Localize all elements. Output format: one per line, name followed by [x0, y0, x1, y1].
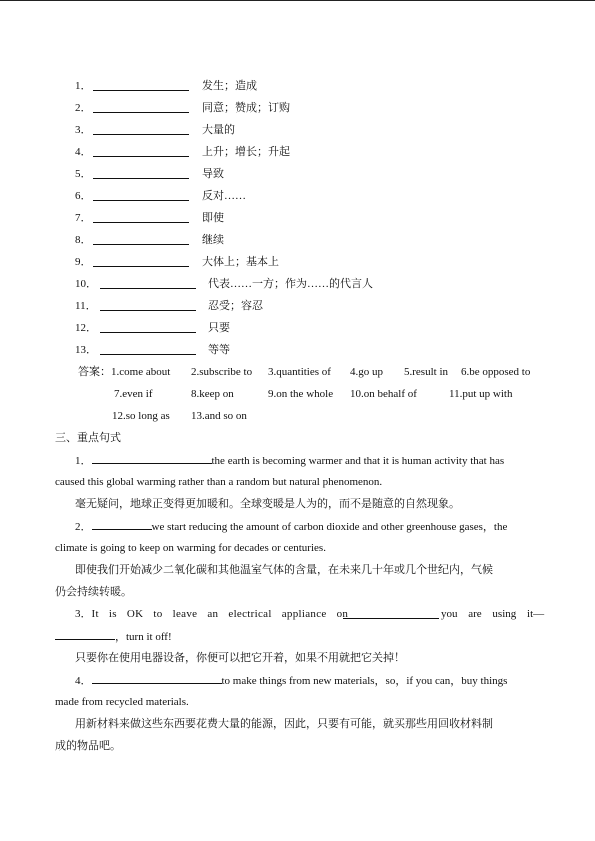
answer-item: 4.go up: [350, 366, 383, 378]
sentence-number: 2．: [75, 521, 92, 533]
answer-item: 6.be opposed to: [461, 366, 531, 378]
vocab-blank[interactable]: [93, 190, 189, 201]
sentence-translation: 仍会持续转暖。: [55, 586, 132, 598]
sentence-3-line-2: [55, 629, 172, 644]
sentence-translation: 用新材料来做这些东西要花费大量的能源，因此，只要有可能，就买那些用回收材料制: [75, 718, 493, 730]
sentence-text: ，turn it off!: [115, 631, 172, 643]
vocab-number: 6．: [75, 190, 92, 202]
vocab-number: 3．: [75, 124, 92, 136]
vocab-number: 11．: [75, 300, 97, 312]
vocab-blank[interactable]: [93, 80, 189, 91]
answer-item: 2.subscribe to: [191, 366, 253, 378]
answer-item: 8.keep on: [191, 388, 234, 400]
answers-label: 答案：: [78, 366, 111, 378]
vocab-meaning: 反对……: [202, 190, 246, 202]
sentence-translation: 即使我们开始减少二氧化碳和其他温室气体的含量，在未来几十年或几个世纪内，气候: [75, 564, 493, 576]
sentence-text: the earth is becoming warmer and that it is human activity that has: [211, 455, 505, 467]
vocab-number: 10．: [75, 278, 97, 290]
sentence-3-line-1: [75, 607, 348, 621]
vocab-blank[interactable]: [93, 256, 189, 267]
vocab-meaning: 代表……一方；作为……的代言人: [208, 278, 373, 290]
vocab-blank[interactable]: [100, 344, 196, 355]
vocab-blank[interactable]: [93, 124, 189, 135]
sentence-number: 4．: [75, 675, 92, 687]
sentence-text: you are using it—: [441, 608, 545, 620]
vocab-blank[interactable]: [100, 322, 196, 333]
sentence-translation: 毫无疑问，地球正变得更加暖和。全球变暖是人为的，而不是随意的自然现象。: [75, 498, 460, 510]
sentence-text: caused this global warming rather than a random but natural phenomenon.: [55, 476, 383, 488]
answer-item: 1.come about: [111, 366, 171, 378]
answer-item: 12.so long as: [112, 410, 170, 422]
vocab-number: 9．: [75, 256, 92, 268]
vocab-meaning: 大体上；基本上: [202, 256, 279, 268]
sentence-translation: 只要你在使用电器设备，你便可以把它开着，如果不用就把它关掉！: [75, 652, 405, 664]
sentence-text: to make things from new materials，so，if you can，buy things: [221, 675, 508, 687]
vocab-number: 4．: [75, 146, 92, 158]
answer-item: 5.result in: [404, 366, 448, 378]
vocab-number: 8．: [75, 234, 92, 246]
vocab-meaning: 发生；造成: [202, 80, 257, 92]
vocab-meaning: 导致: [202, 168, 224, 180]
sentence-text: It is OK to leave an electrical appliance on: [91, 608, 349, 620]
sentence-translation: 成的物品吧。: [55, 740, 121, 752]
sentence-1-line-1: [75, 453, 541, 468]
sentence-text: we start reducing the amount of carbon dioxide and other greenhouse gases，the: [151, 521, 508, 533]
vocab-meaning: 即使: [202, 212, 224, 224]
sentence-text: made from recycled materials.: [55, 696, 189, 708]
vocab-blank[interactable]: [93, 212, 189, 223]
vocab-number: 5．: [75, 168, 92, 180]
vocab-meaning: 只要: [208, 322, 230, 334]
vocab-meaning: 继续: [202, 234, 224, 246]
vocab-number: 2．: [75, 102, 92, 114]
sentence-text: climate is going to keep on warming for decades or centuries.: [55, 542, 326, 554]
sentence-number: 3．: [75, 608, 92, 620]
vocab-blank[interactable]: [93, 234, 189, 245]
sentence-number: 1．: [75, 455, 92, 467]
page-top-border: [0, 0, 595, 1]
vocab-number: 7．: [75, 212, 92, 224]
vocab-meaning: 大量的: [202, 124, 235, 136]
vocab-number: 1．: [75, 80, 92, 92]
vocab-blank[interactable]: [100, 278, 196, 289]
answer-item: 13.and so on: [191, 410, 247, 422]
vocab-meaning: 忍受；容忍: [208, 300, 263, 312]
answer-blank[interactable]: [92, 453, 212, 464]
vocab-number: 13．: [75, 344, 97, 356]
answer-blank[interactable]: [343, 608, 439, 619]
section-title: 三、重点句式: [55, 432, 121, 444]
answer-blank[interactable]: [92, 673, 222, 684]
vocab-blank[interactable]: [93, 146, 189, 157]
vocab-meaning: 同意；赞成；订购: [202, 102, 290, 114]
sentence-4-line-1: [75, 673, 507, 688]
answers-line-1: [78, 365, 170, 379]
answer-item: 9.on the whole: [268, 388, 334, 400]
answer-item: 7.even if: [114, 388, 153, 400]
vocab-number: 12．: [75, 322, 97, 334]
answer-item: 11.put up with: [449, 388, 513, 400]
vocab-meaning: 等等: [208, 344, 230, 356]
vocab-meaning: 上升；增长；升起: [202, 146, 290, 158]
answer-blank[interactable]: [92, 519, 152, 530]
sentence-2-line-1: [75, 519, 541, 534]
vocab-blank[interactable]: [93, 168, 189, 179]
vocab-blank[interactable]: [100, 300, 196, 311]
vocab-blank[interactable]: [93, 102, 189, 113]
answer-item: 10.on behalf of: [350, 388, 417, 400]
answer-item: 3.quantities of: [268, 366, 331, 378]
answer-blank[interactable]: [55, 629, 115, 640]
